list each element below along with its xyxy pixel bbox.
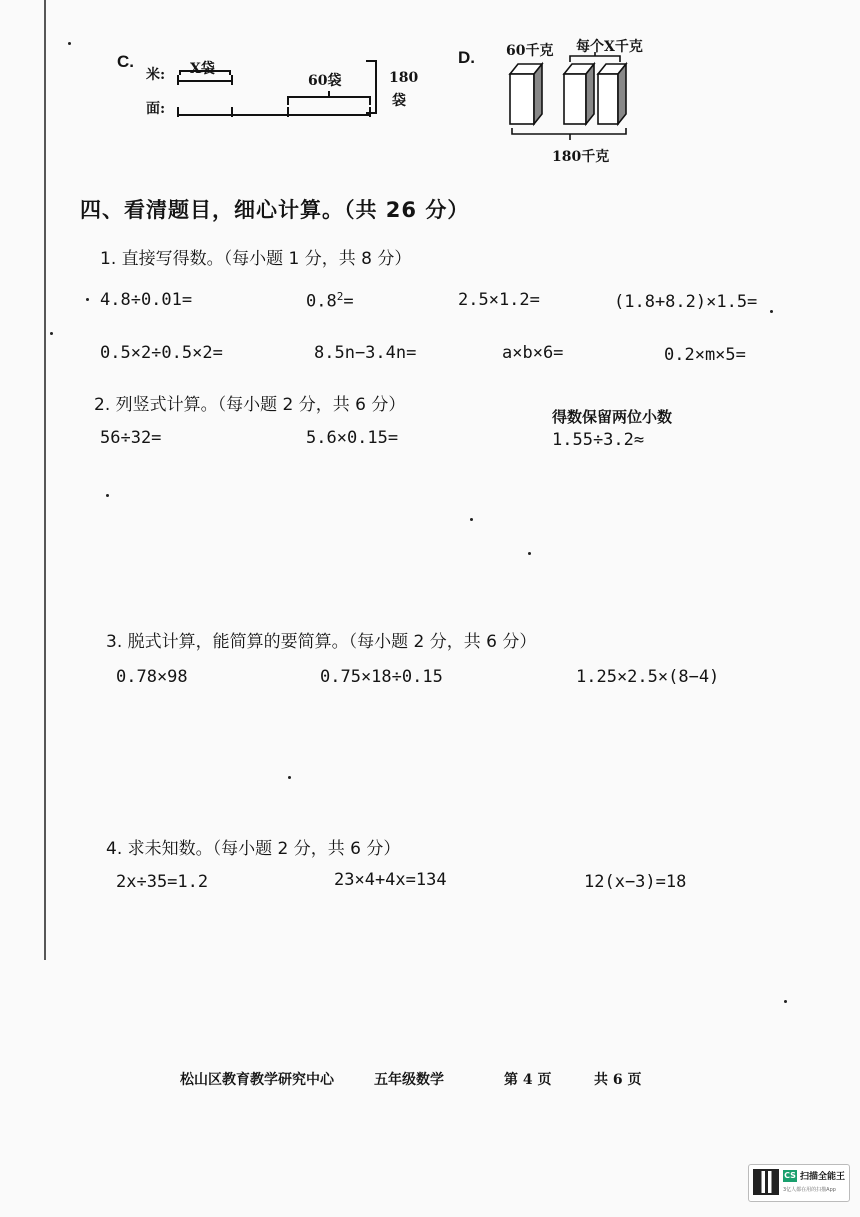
q1-item: a×b×6=: [502, 343, 564, 363]
q1-item: $0.8^2=$: [306, 290, 354, 312]
each-x-kg-label: 每个X千克: [576, 39, 643, 55]
scanner-name: 扫描全能王: [800, 1172, 846, 1182]
q4-title: 4. 求未知数。（每小题 2 分，共 6 分）: [106, 839, 401, 859]
total-180-kg-label: 180千克: [552, 149, 610, 165]
sixty-bags-label: 60袋: [308, 73, 342, 89]
q4-item: 2x÷35=1.2: [116, 872, 209, 892]
scan-speck: [50, 332, 53, 335]
q1-item: 8.5n−3.4n=: [314, 343, 417, 363]
total-180-label: 180: [389, 70, 419, 86]
camscanner-logo-icon: CS: [784, 1171, 796, 1180]
square-exponent: 2: [336, 290, 344, 303]
q1-item: (1.8+8.2)×1.5=: [614, 292, 758, 312]
q1-item: 0.2×m×5=: [664, 345, 746, 365]
flour-label: 面:: [146, 101, 166, 117]
scan-speck: [470, 518, 473, 521]
scan-speck: [106, 494, 109, 497]
q1-item: 4.8÷0.01=: [100, 290, 193, 310]
q2-rounding-note: 得数保留两位小数: [552, 408, 673, 426]
block-diagram: [500, 52, 640, 148]
scanner-watermark: [748, 1164, 850, 1202]
footer-subject: 五年级数学: [374, 1072, 444, 1088]
scan-speck: [784, 1000, 787, 1003]
scan-speck: [770, 310, 773, 313]
footer-total: 共 6 页: [594, 1072, 642, 1088]
scan-speck: [288, 776, 291, 779]
q2-item: 1.55÷3.2≈: [552, 430, 645, 450]
q1-item: 0.5×2÷0.5×2=: [100, 343, 223, 363]
q2-item: 5.6×0.15=: [306, 428, 399, 448]
q1-title: 1. 直接写得数。（每小题 1 分，共 8 分）: [100, 249, 412, 269]
scanner-subtitle: 3亿人都在用的扫描App: [783, 1187, 836, 1193]
q1-item: 2.5×1.2=: [458, 290, 540, 310]
page-margin-line: [44, 0, 46, 960]
q3-item: 0.78×98: [116, 667, 188, 687]
scan-speck: [86, 298, 89, 301]
q2-title: 2. 列竖式计算。（每小题 2 分，共 6 分）: [94, 395, 406, 415]
q2-item: 56÷32=: [100, 428, 162, 448]
q4-item: 23×4+4x=134: [334, 870, 447, 890]
footer-org: 松山区教育教学研究中心: [180, 1072, 334, 1088]
qr-code-icon: [753, 1169, 779, 1195]
footer-page: 第 4 页: [504, 1072, 552, 1088]
rice-label: 米:: [146, 67, 166, 83]
q3-title: 3. 脱式计算，能简算的要简算。（每小题 2 分，共 6 分）: [106, 632, 537, 652]
section-title: 四、看清题目，细心计算。（共 26 分）: [80, 198, 470, 222]
scan-speck: [68, 42, 71, 45]
sixty-kg-label: 60千克: [506, 43, 554, 59]
scan-speck: [528, 552, 531, 555]
total-unit-label: 袋: [392, 93, 406, 109]
q3-item: 1.25×2.5×(8−4): [576, 667, 720, 687]
option-c-letter: C.: [117, 52, 134, 71]
option-d-letter: D.: [458, 48, 475, 67]
q4-item: 12(x−3)=18: [584, 872, 687, 892]
x-bags-label: X袋: [190, 61, 215, 77]
segment-diagram: [170, 55, 390, 125]
q3-item: 0.75×18÷0.15: [320, 667, 443, 687]
